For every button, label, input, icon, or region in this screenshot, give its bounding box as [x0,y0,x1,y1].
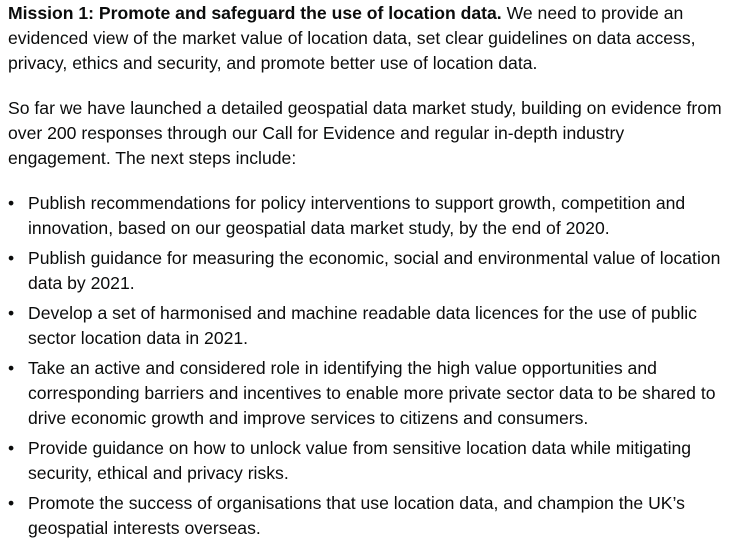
next-steps-list [8,191,722,541]
list-item-text: Develop a set of harmonised and machine readable data licences for the use of public sector location data in 2021. [28,303,697,348]
bullet-icon: • [8,358,15,378]
mission-heading: Mission 1: Promote and safeguard the use of location data. [8,3,502,23]
list-item [8,356,722,431]
list-item-text: Publish guidance for measuring the economic, social and environmental value of location data by 2021. [28,248,721,293]
list-item-text: Provide guidance on how to unlock value from sensitive location data while mitigating security, ethical and privacy risks. [28,438,692,483]
bullet-icon: • [8,248,15,268]
mission-paragraph [8,0,722,76]
bullet-icon: • [8,493,15,513]
bullet-icon: • [8,303,15,323]
list-item-text: Take an active and considered role in identifying the high value opportunities and corresponding barriers and incentives to enable more private sector data to be shared to drive economic growth and improve services to citizens and consumers. [28,358,716,428]
bullet-icon: • [8,193,15,213]
list-item [8,301,722,351]
list-item-text: Promote the success of organisations that use location data, and champion the UK’s geospatial interests overseas. [28,493,685,538]
list-item [8,436,722,486]
mission-text: We need to provide an evidenced view of the market value of location data, set clear guidelines on data access, privacy, ethics and security, and promote better use of location data. [8,3,696,73]
list-item [8,491,722,541]
bullet-icon: • [8,438,15,458]
list-item-text: Publish recommendations for policy interventions to support growth, competition and innovation, based on our geospatial data market study, by the end of 2020. [28,193,686,238]
list-item [8,191,722,241]
intro-paragraph: So far we have launched a detailed geospatial data market study, building on evidence from over 200 responses through our Call for Evidence and regular in-depth industry engagement. The next steps include: [8,98,722,168]
list-item [8,246,722,296]
